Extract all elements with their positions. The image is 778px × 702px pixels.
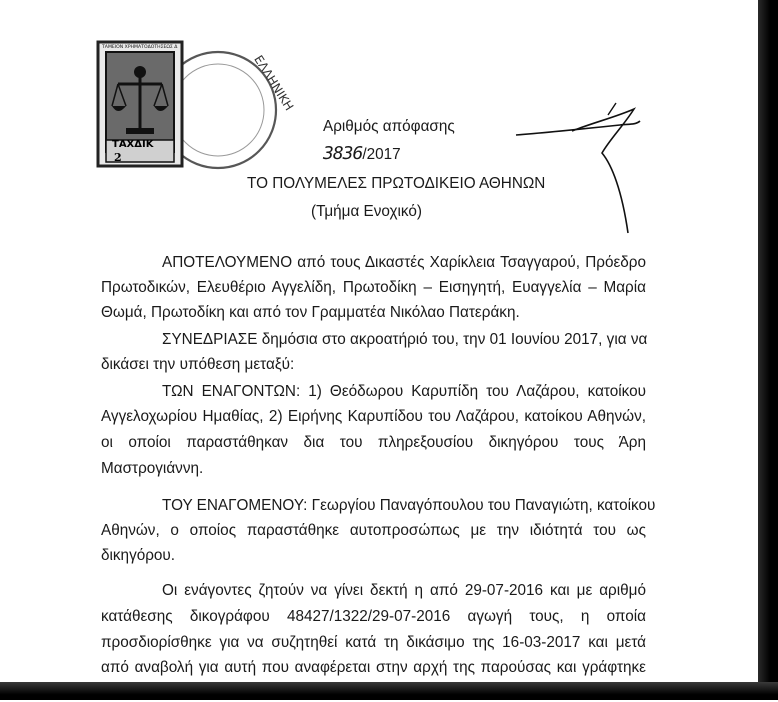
decision-label: Αριθμός απόφασης bbox=[323, 118, 455, 135]
scan-edge-right bbox=[758, 0, 778, 700]
body-line: προσδιορίσθηκε για να συζητηθεί κατά τη δικάσιμο της 16-03-2017 και μετά bbox=[101, 634, 646, 651]
body-line: από αναβολή για αυτή που αναφέρεται στην αρχή της παρούσας και γράφτηκε bbox=[101, 659, 646, 676]
body-line: ΣΥΝΕΔΡΙΑΣΕ δημόσια στο ακροατήριό του, την 01 Ιουνίου 2017, για να bbox=[162, 331, 648, 348]
decision-number-handwritten: 3836 bbox=[323, 143, 363, 164]
body-line: ΑΠΟΤΕΛΟΥΜΕΝΟ από τους Δικαστές Χαρίκλεια Τσαγγαρού, Πρόεδρο bbox=[162, 254, 646, 271]
revenue-stamp bbox=[96, 18, 297, 178]
body-line: κατάθεσης δικογράφου 48427/1322/29-07-2016 αγωγή τους, η οποία bbox=[101, 608, 646, 625]
body-line: δικάσει την υπόθεση μεταξύ: bbox=[101, 356, 295, 373]
court-section: (Τμήμα Ενοχικό) bbox=[311, 203, 422, 220]
body-line: οι οποίοι παραστάθηκαν δια του πληρεξουσίου δικηγόρου τους Άρη bbox=[101, 434, 646, 451]
body-line: Θωμά, Πρωτοδίκη και από τον Γραμματέα Νικόλαο Πατεράκη. bbox=[101, 304, 520, 321]
body-line: Μαστρογιάννη. bbox=[101, 460, 204, 477]
body-line: Οι ενάγοντες ζητούν να γίνει δεκτή η από 29-07-2016 και με αριθμό bbox=[162, 582, 646, 599]
body-line: δικηγόρου. bbox=[101, 547, 176, 564]
seal-text: ΕΛΛΗΝΙΚΗ bbox=[251, 52, 297, 114]
body-line: ΤΟΥ ΕΝΑΓΟΜΕΝΟΥ: Γεωργίου Παναγόπουλου του Παναγιώτη, κατοίκου bbox=[162, 497, 656, 514]
scan-edge-bottom bbox=[0, 682, 778, 700]
stamp-top-label: ΤΑΜΕΙΟΝ ΧΡΗΜΑΤΟΔΟΤΗΣΕΩΣ Δ bbox=[102, 45, 178, 50]
body-line: Αγγελοχωρίου Ημαθίας, 2) Ειρήνης Καρυπίδου του Λαζάρου, κατοίκου Αθηνών, bbox=[101, 408, 646, 425]
signature-scribble bbox=[512, 95, 644, 235]
signature bbox=[512, 95, 644, 235]
stamp-graphic bbox=[96, 18, 297, 178]
court-name: ΤΟ ΠΟΛΥΜΕΛΕΣ ΠΡΩΤΟΔΙΚΕΙΟ ΑΘΗΝΩΝ bbox=[247, 175, 546, 192]
body-line: Πρωτοδικών, Ελευθέριο Αγγελίδη, Πρωτοδίκη – Εισηγητή, Ευαγγελία – Μαρία bbox=[101, 279, 646, 296]
body-line: ΤΩΝ ΕΝΑΓΟΝΤΩΝ: 1) Θεόδωρου Καρυπίδη του Λαζάρου, κατοίκου bbox=[162, 383, 646, 400]
decision-number bbox=[323, 143, 401, 164]
stamp-value: 2 bbox=[114, 151, 122, 164]
stamp-mid-label: ΤΑΧΔΙΚ bbox=[112, 139, 154, 150]
body-line: Αθηνών, ο οποίος παραστάθηκε αυτοπροσώπως με την ιδιότητά του ως bbox=[101, 522, 646, 539]
decision-year: /2017 bbox=[362, 146, 401, 163]
